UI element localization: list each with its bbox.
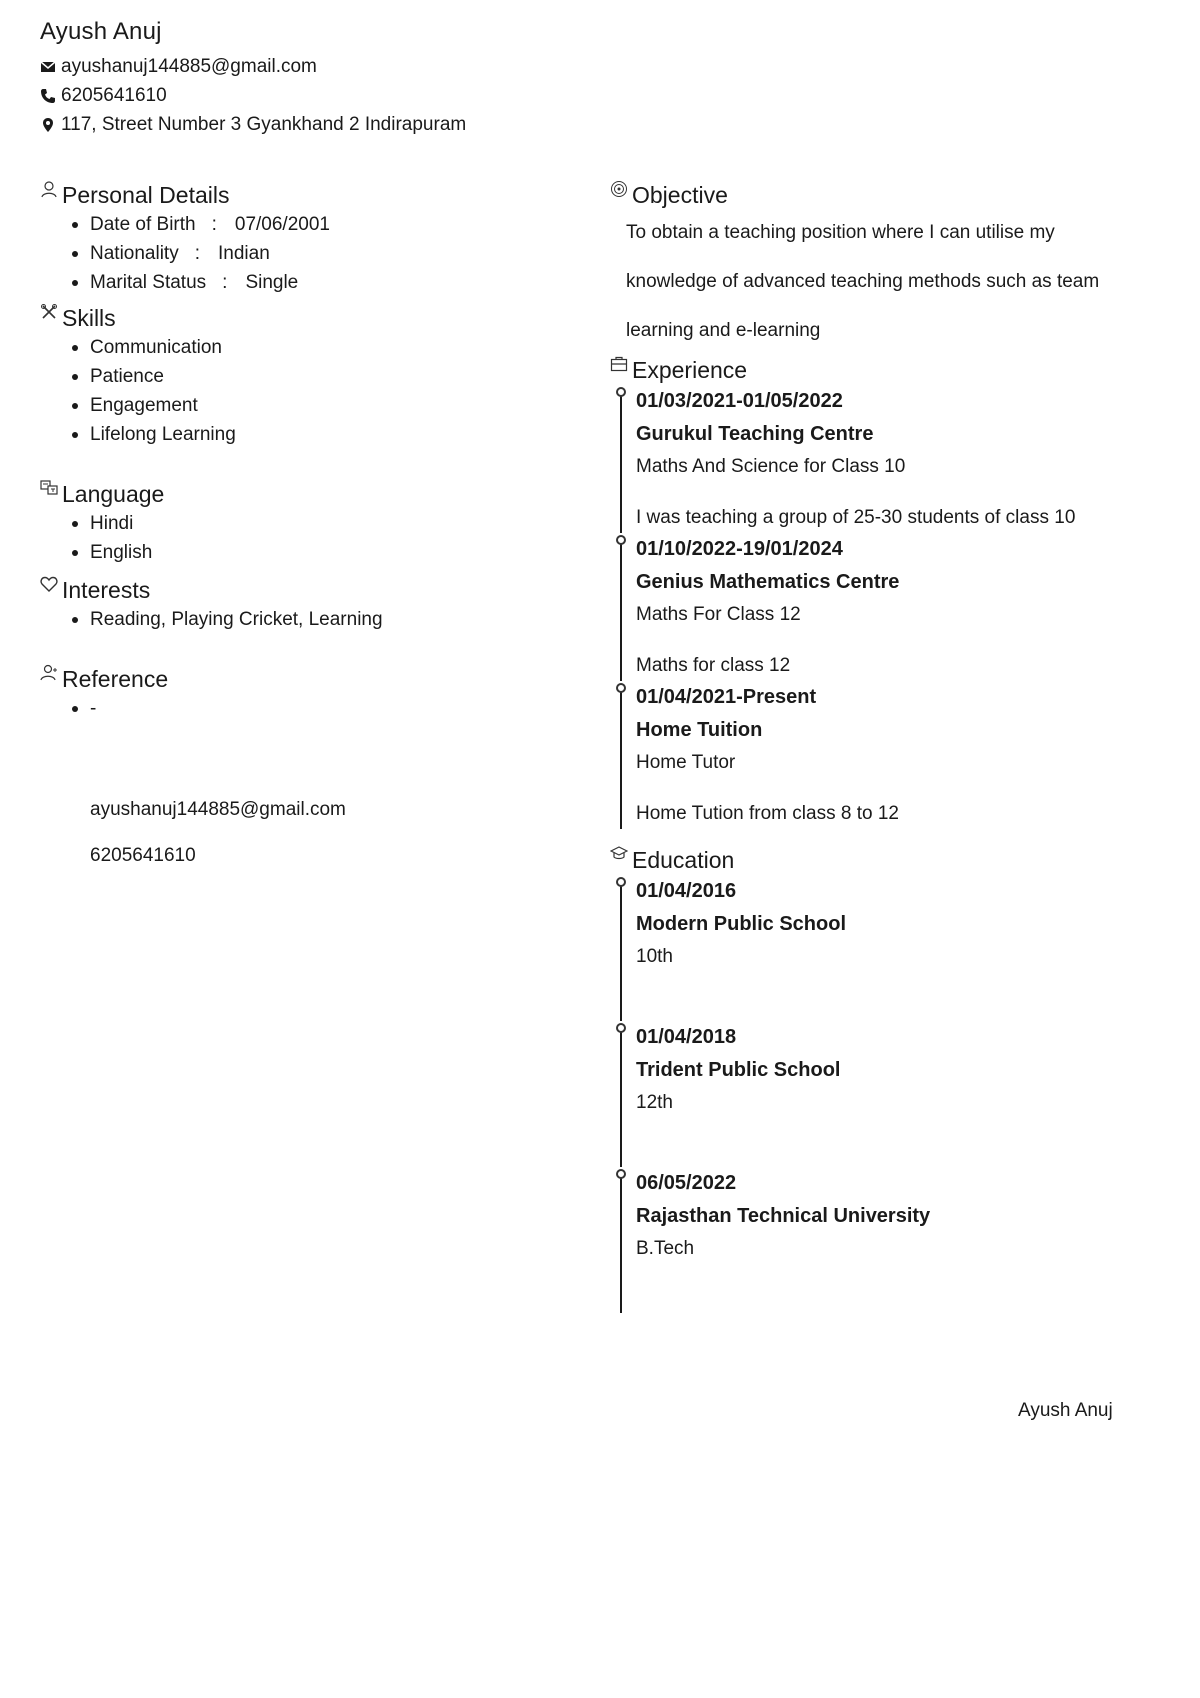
reference-person-icon [40,664,58,682]
timeline-dot [616,387,626,397]
interests-heading: Interests [40,575,580,605]
list-item: Date of Birth : 07/06/2001 [70,210,580,239]
objective-heading: Objective [610,180,1170,210]
list-item: Nationality : Indian [70,239,580,268]
briefcase-icon [610,355,628,373]
education-heading: Education [610,845,1170,875]
signature-name: Ayush Anuj [1018,1400,1113,1421]
footer-phone: 6205641610 [90,845,196,866]
phone-icon [40,88,56,104]
list-item: Hindi [70,509,580,538]
objective-text: To obtain a teaching position where I can utilise my knowledge of advanced teaching methods such as team learning and e-learning [626,222,1100,341]
language-icon [40,479,58,497]
language-list [40,509,580,567]
phone-line [40,81,466,110]
education-entry: 01/04/2018 Trident Public School 12th [620,1021,1170,1167]
heart-icon [40,575,58,593]
address-text: 117, Street Number 3 Gyankhand 2 Indirapuram [61,114,467,135]
education-entry: 01/04/2016 Modern Public School 10th [620,875,1170,1021]
right-column [610,180,1170,1313]
candidate-name: Ayush Anuj [40,18,162,45]
list-item: - [70,694,580,723]
experience-heading: Experience [610,355,1170,385]
tools-icon [40,303,58,321]
list-item: English [70,538,580,567]
email-line [40,52,466,81]
target-icon [610,180,628,198]
timeline-dot [616,877,626,887]
experience-entry: 01/10/2022-19/01/2024 Genius Mathematics Centre Maths For Class 12 Maths for class 12 [620,533,1170,681]
list-item: Patience [70,362,580,391]
list-item: Communication [70,333,580,362]
graduation-cap-icon [610,845,628,863]
timeline-dot [616,1023,626,1033]
skills-list [40,333,580,449]
timeline-dot [616,1169,626,1179]
list-item: Lifelong Learning [70,420,580,449]
reference-heading: Reference [40,664,580,694]
education-timeline [620,875,1170,1313]
envelope-icon [40,59,56,75]
education-entry: 06/05/2022 Rajasthan Technical University B.Tech [620,1167,1170,1313]
experience-entry: 01/04/2021-Present Home Tuition Home Tutor Home Tution from class 8 to 12 [620,681,1170,829]
skills-heading: Skills [40,303,580,333]
experience-entry: 01/03/2021-01/05/2022 Gurukul Teaching Centre Maths And Science for Class 10 I was teaching a group of 25-30 students of class 10 [620,385,1170,533]
language-heading: Language [40,479,580,509]
person-icon [40,180,58,198]
experience-timeline [620,385,1170,829]
footer-contact [40,787,580,879]
list-item: Engagement [70,391,580,420]
footer-email: ayushanuj144885@gmail.com [90,799,346,820]
address-line [40,110,466,139]
phone-text: 6205641610 [61,85,167,106]
list-item: Reading, Playing Cricket, Learning [70,605,580,634]
reference-list [40,694,580,723]
timeline-dot [616,535,626,545]
personal-details-list [40,210,580,297]
timeline-dot [616,683,626,693]
left-column [40,180,580,879]
email-text[interactable]: ayushanuj144885@gmail.com [61,56,317,77]
personal-details-heading: Personal Details [40,180,580,210]
interests-list [40,605,580,634]
resume-header [40,18,466,139]
list-item: Marital Status : Single [70,268,580,297]
location-pin-icon [40,117,56,133]
